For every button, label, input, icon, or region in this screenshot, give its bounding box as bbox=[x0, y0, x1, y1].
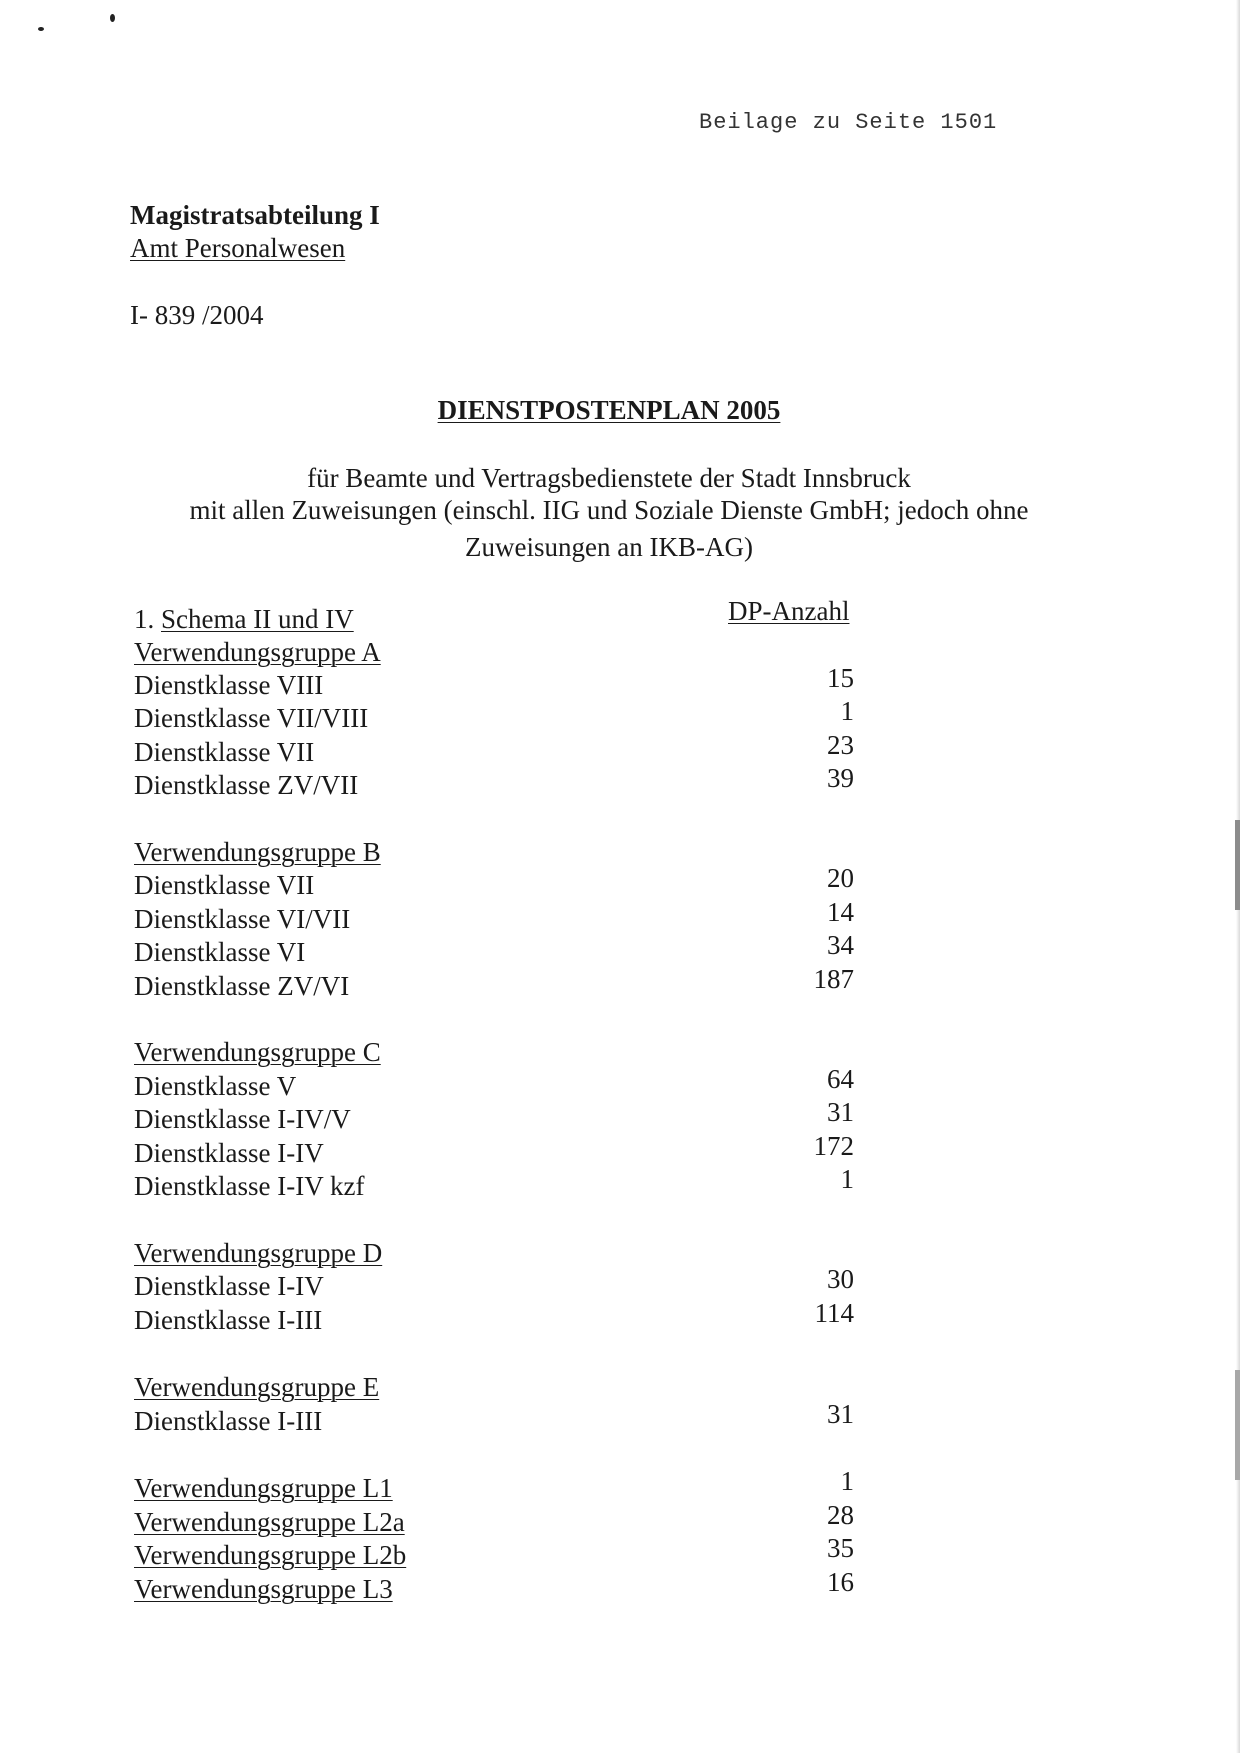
row-label: Dienstklasse ZV/VII bbox=[134, 770, 359, 800]
group-name: Verwendungsgruppe D bbox=[134, 1238, 383, 1268]
row-label: Dienstklasse I-IV bbox=[134, 1138, 324, 1168]
group-name: Verwendungsgruppe E bbox=[134, 1372, 380, 1402]
row-value: 31 bbox=[827, 1097, 854, 1127]
table-row bbox=[134, 1064, 854, 1105]
row-label: Dienstklasse I-IV/V bbox=[134, 1104, 351, 1134]
row-label: Dienstklasse VI bbox=[134, 937, 306, 967]
table-row bbox=[134, 696, 854, 737]
row-value: 30 bbox=[827, 1264, 854, 1294]
section-heading bbox=[134, 604, 354, 635]
row-label: Dienstklasse VII bbox=[134, 737, 315, 767]
table-row bbox=[134, 1466, 854, 1507]
row-value: 15 bbox=[827, 663, 854, 693]
table-row bbox=[134, 1298, 854, 1339]
section-number: 1. bbox=[134, 604, 155, 634]
table-row bbox=[134, 1399, 854, 1440]
table-row bbox=[134, 763, 854, 804]
scan-edge-mark bbox=[1235, 1370, 1240, 1480]
row-value: 64 bbox=[827, 1064, 854, 1094]
scan-speck bbox=[110, 14, 115, 22]
group-heading bbox=[134, 1238, 854, 1272]
table-row bbox=[134, 930, 854, 971]
scan-speck bbox=[38, 27, 44, 31]
row-label: Dienstklasse I-III bbox=[134, 1305, 323, 1335]
row-value: 34 bbox=[827, 930, 854, 960]
row-label: Dienstklasse ZV/VI bbox=[134, 971, 350, 1001]
row-value: 16 bbox=[827, 1567, 854, 1597]
office-name: Amt Personalwesen bbox=[130, 233, 346, 263]
table-row bbox=[134, 663, 854, 704]
department-name: Magistratsabteilung I bbox=[130, 200, 380, 230]
group-name: Verwendungsgruppe A bbox=[134, 637, 381, 667]
row-value: 39 bbox=[827, 763, 854, 793]
row-label: Verwendungsgruppe L2b bbox=[134, 1540, 407, 1570]
table-row bbox=[134, 1500, 854, 1541]
subtitle-line-3: Zuweisungen an IKB-AG) bbox=[465, 532, 753, 562]
row-label: Dienstklasse I-IV kzf bbox=[134, 1171, 365, 1201]
group-name: Verwendungsgruppe C bbox=[134, 1037, 381, 1067]
row-value: 172 bbox=[813, 1131, 854, 1161]
document-title: DIENSTPOSTENPLAN 2005 bbox=[437, 395, 781, 425]
table-row bbox=[134, 964, 854, 1005]
row-label: Dienstklasse VI/VII bbox=[134, 904, 351, 934]
row-label: Verwendungsgruppe L3 bbox=[134, 1574, 393, 1604]
table-row bbox=[134, 1567, 854, 1608]
row-value: 1 bbox=[840, 696, 854, 726]
row-label: Verwendungsgruppe L2a bbox=[134, 1507, 405, 1537]
group-name: Verwendungsgruppe B bbox=[134, 837, 381, 867]
table-row bbox=[134, 730, 854, 771]
row-value: 23 bbox=[827, 730, 854, 760]
subtitle-line-2: mit allen Zuweisungen (einschl. IIG und Soziale Dienste GmbH; jedoch ohne bbox=[189, 495, 1029, 525]
table-row bbox=[134, 1264, 854, 1305]
table-row bbox=[134, 1533, 854, 1574]
row-value: 31 bbox=[827, 1399, 854, 1429]
row-value: 1 bbox=[840, 1466, 854, 1496]
row-value: 1 bbox=[840, 1164, 854, 1194]
table-row bbox=[134, 863, 854, 904]
group-heading bbox=[134, 1037, 854, 1071]
row-label: Dienstklasse I-III bbox=[134, 1406, 323, 1436]
scan-edge-mark bbox=[1235, 820, 1240, 910]
row-value: 20 bbox=[827, 863, 854, 893]
reference-number: I- 839 /2004 bbox=[130, 300, 264, 330]
row-label: Verwendungsgruppe L1 bbox=[134, 1473, 393, 1503]
beilage-note: Beilage zu Seite 1501 bbox=[699, 110, 998, 135]
section-title: Schema II und IV bbox=[161, 604, 354, 634]
row-value: 28 bbox=[827, 1500, 854, 1530]
table-row bbox=[134, 1097, 854, 1138]
row-label: Dienstklasse VII bbox=[134, 870, 315, 900]
row-value: 187 bbox=[813, 964, 854, 994]
group-heading bbox=[134, 637, 854, 671]
row-label: Dienstklasse I-IV bbox=[134, 1271, 324, 1301]
group-heading bbox=[134, 1372, 854, 1406]
row-value: 14 bbox=[827, 897, 854, 927]
table-row bbox=[134, 897, 854, 938]
column-header-dp-anzahl: DP-Anzahl bbox=[728, 596, 850, 626]
table-row bbox=[134, 1164, 854, 1205]
table-row bbox=[134, 1131, 854, 1172]
group-heading bbox=[134, 837, 854, 871]
row-label: Dienstklasse VII/VIII bbox=[134, 703, 369, 733]
row-label: Dienstklasse V bbox=[134, 1071, 297, 1101]
row-label: Dienstklasse VIII bbox=[134, 670, 324, 700]
subtitle-line-1: für Beamte und Vertragsbedienstete der Stadt Innsbruck bbox=[307, 463, 911, 493]
row-value: 114 bbox=[814, 1298, 854, 1328]
row-value: 35 bbox=[827, 1533, 854, 1563]
